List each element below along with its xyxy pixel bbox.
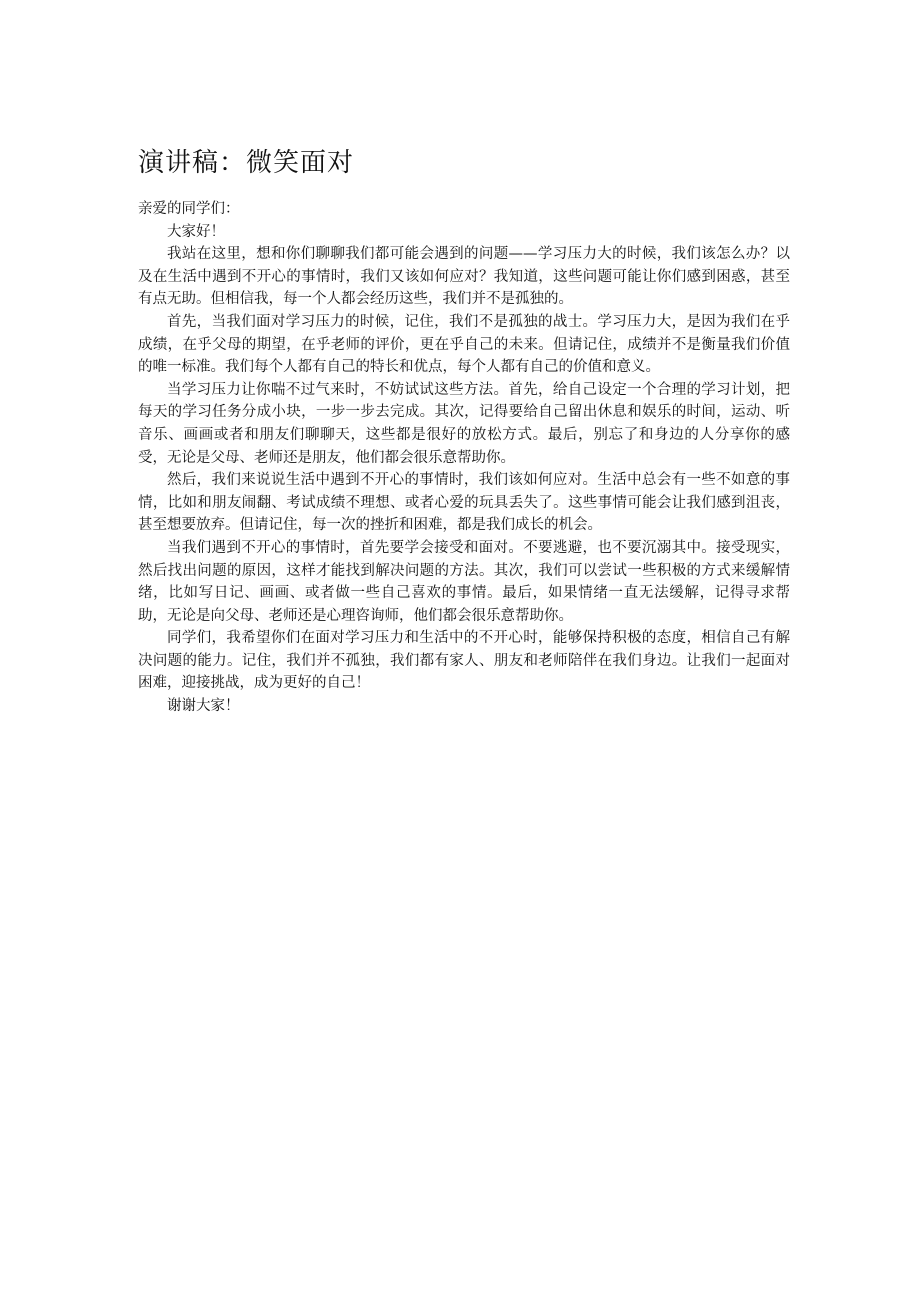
paragraph-coping: 当我们遇到不开心的事情时，首先要学会接受和面对。不要逃避，也不要沉溺其中。接受现实，然后找出问题的原因，这样才能找到解决问题的方法。其次，我们可以尝试一些积极的方式来缓解情绪，比如写日记、画画、或者做一些自己喜欢的事情。最后，如果情绪一直无法缓解，记得寻求帮助，无论是向父母、老师还是心理咨询师，他们都会很乐意帮助你。 xyxy=(138,539,790,624)
paragraph-study-pressure: 首先，当我们面对学习压力的时候，记住，我们不是孤独的战士。学习压力大，是因为我们在乎成绩，在乎父母的期望，在乎老师的评价，更在乎自己的未来。但请记住，成绩并不是衡量我们价值的唯一标准。我们每个人都有自己的特长和优点，每个人都有自己的价值和意义。 xyxy=(138,313,790,376)
speech-content xyxy=(138,146,790,718)
paragraph-study-methods: 当学习压力让你喘不过气来时，不妨试试这些方法。首先，给自己设定一个合理的学习计划，把每天的学习任务分成小块，一步一步去完成。其次，记得要给自己留出休息和娱乐的时间，运动、听音乐、画画或者和朋友们聊聊天，这些都是很好的放松方式。最后，别忘了和身边的人分享你的感受，无论是父母、老师还是朋友，他们都会很乐意帮助你。 xyxy=(138,381,790,466)
paragraph-greeting: 大家好！ xyxy=(167,223,225,240)
page-title: 演讲稿：微笑面对 xyxy=(138,148,355,178)
paragraph-intro: 我站在这里，想和你们聊聊我们都可能会遇到的问题——学习压力大的时候，我们该怎么办？以及在生活中遇到不开心的事情时，我们又该如何应对？我知道，这些问题可能让你们感到困惑，甚至有点无助。但相信我，每一个人都会经历这些，我们并不是孤独的。 xyxy=(138,246,790,308)
paragraph-life-troubles: 然后，我们来说说生活中遇到不开心的事情时，我们该如何应对。生活中总会有一些不如意的事情，比如和朋友闹翻、考试成绩不理想、或者心爱的玩具丢失了。这些事情可能会让我们感到沮丧，甚至想要放弃。但请记住，每一次的挫折和困难，都是我们成长的机会。 xyxy=(138,472,790,534)
paragraph-conclusion: 同学们，我希望你们在面对学习压力和生活中的不开心时，能够保持积极的态度，相信自己有解决问题的能力。记住，我们并不孤独，我们都有家人、朋友和老师陪伴在我们身边。让我们一起面对困难，迎接挑战，成为更好的自己！ xyxy=(138,630,790,692)
salutation: 亲爱的同学们： xyxy=(138,201,240,217)
paragraph-thanks: 谢谢大家！ xyxy=(167,698,240,715)
